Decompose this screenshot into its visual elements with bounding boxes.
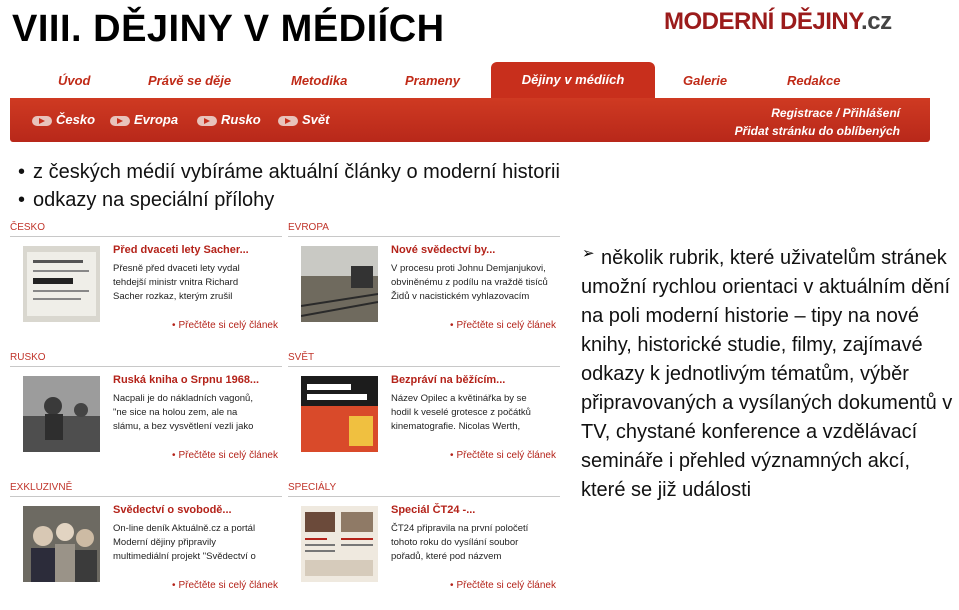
arrow-bullet-icon: ➢ <box>582 244 595 262</box>
arrow-icon <box>32 116 52 126</box>
read-more-link[interactable]: • Přečtěte si celý článek <box>172 320 278 331</box>
bullet-item: • z českých médií vybíráme aktuální články o moderní historii <box>34 158 560 186</box>
logo-text: MODERNÍ DĚJINY <box>664 8 862 35</box>
tab-redakce[interactable]: Redakce <box>787 73 841 88</box>
tab-prameny[interactable]: Prameny <box>405 73 460 88</box>
section-heading: SVĚT <box>288 352 560 367</box>
read-more-link[interactable]: • Přečtěte si celý článek <box>450 450 556 461</box>
tab-metodika[interactable]: Metodika <box>291 73 348 88</box>
arrow-icon <box>197 116 217 126</box>
bullet-item: • odkazy na speciální přílohy <box>34 186 560 214</box>
article-excerpt: On-line deník Aktuálně.cz a portál Moderní dějiny připravily multimediální projekt "Svědectví o <box>113 523 256 562</box>
article-title[interactable]: Před dvaceti lety Sacher... <box>113 244 249 256</box>
tab-prave-se-deje[interactable]: Právě se děje <box>148 73 232 88</box>
section-svet <box>288 352 560 478</box>
historical-photo-icon <box>23 376 100 452</box>
site-navigation <box>10 62 930 142</box>
section-evropa <box>288 222 560 348</box>
feature-description <box>581 244 959 505</box>
arrow-icon <box>278 116 298 126</box>
newspaper-collage-icon <box>301 506 378 582</box>
article-thumbnail[interactable] <box>301 506 378 582</box>
section-cesko <box>10 222 282 348</box>
login-link[interactable]: Registrace / Přihlášení <box>771 106 900 120</box>
article-thumbnail[interactable] <box>301 376 378 452</box>
subnav-cesko-label: Česko <box>56 112 96 127</box>
add-favorites-link[interactable]: Přidat stránku do oblíbených <box>734 124 900 138</box>
sub-navigation <box>10 98 930 142</box>
article-excerpt: V procesu proti Johnu Demjanjukovi, obviněnému z podílu na vraždě tisíců Židů v nacistickém vyhlazovacím <box>391 263 548 302</box>
people-photo-icon <box>23 506 100 582</box>
book-cover-icon <box>301 376 378 452</box>
subnav-evropa-label: Evropa <box>134 112 179 127</box>
section-heading: ČESKO <box>10 222 282 237</box>
section-heading: EVROPA <box>288 222 560 237</box>
article-excerpt: ČT24 připravila na první poločetí tohoto roku do vysílání soubor pořadů, které pod názvem <box>391 523 529 562</box>
article-title[interactable]: Bezpráví na běžícím... <box>391 374 506 386</box>
section-heading: EXKLUZIVNĚ <box>10 482 282 497</box>
article-thumbnail[interactable] <box>23 376 100 452</box>
logo-suffix: .cz <box>861 8 892 35</box>
document-thumbnail-icon <box>23 246 100 322</box>
article-title[interactable]: Nové svědectví by... <box>391 244 496 256</box>
arrow-icon <box>110 116 130 126</box>
article-thumbnail[interactable] <box>23 506 100 582</box>
article-excerpt: Nacpali je do nákladních vagonů, "ne sice na holou zem, ale na slámu, a bez vysvětlení vezli jako <box>113 393 254 432</box>
feature-description-text: několik rubrik, které uživatelům stránek umožní rychlou orientaci v aktuálním dění na poli moderní historie – tipy na nové knihy, historické studie, filmy, zajímavé odkazy k jednotlivým tématům, výběr připravovaných a vysílaných dokumentů v TV, chystané konference a vzdělávací semináře i přehled významných akcí, které se již události <box>581 247 953 501</box>
subnav-svet[interactable] <box>278 112 329 127</box>
article-title[interactable]: Speciál ČT24 -... <box>391 504 476 516</box>
slide-title: VIII. DĚJINY V MÉDIÍCH <box>12 8 445 50</box>
tab-dejiny-v-mediich[interactable]: Dějiny v médiích <box>491 62 655 98</box>
article-thumbnail[interactable] <box>301 246 378 322</box>
section-rusko <box>10 352 282 478</box>
subnav-rusko-label: Rusko <box>221 112 261 127</box>
section-heading: RUSKO <box>10 352 282 367</box>
site-logo[interactable] <box>664 8 892 36</box>
intro-bullets <box>34 158 560 214</box>
article-excerpt: Přesně před dvaceti lety vydal tehdejší ministr vnitra Richard Sacher rozkaz, kterým zrušil <box>113 263 240 302</box>
main-tabs <box>10 62 930 98</box>
section-exkluzivne <box>10 482 282 608</box>
section-heading: SPECIÁLY <box>288 482 560 497</box>
tab-galerie[interactable]: Galerie <box>683 73 728 88</box>
article-thumbnail[interactable] <box>23 246 100 322</box>
subnav-rusko[interactable] <box>197 112 261 127</box>
section-specialy <box>288 482 560 608</box>
subnav-cesko[interactable] <box>32 112 95 127</box>
article-title[interactable]: Svědectví o svobodě... <box>113 504 232 516</box>
read-more-link[interactable]: • Přečtěte si celý článek <box>172 580 278 591</box>
read-more-link[interactable]: • Přečtěte si celý článek <box>172 450 278 461</box>
railway-photo-icon <box>301 246 378 322</box>
article-title[interactable]: Ruská kniha o Srpnu 1968... <box>113 374 260 386</box>
read-more-link[interactable]: • Přečtěte si celý článek <box>450 580 556 591</box>
article-excerpt: Název Opilec a květinářka by se hodil k veselé grotesce z počátků kinematografie. Nicolas Werth, <box>391 393 531 432</box>
tab-uvod[interactable]: Úvod <box>58 73 91 88</box>
read-more-link[interactable]: • Přečtěte si celý článek <box>450 320 556 331</box>
subnav-svet-label: Svět <box>302 112 330 127</box>
subnav-evropa[interactable] <box>110 112 178 127</box>
